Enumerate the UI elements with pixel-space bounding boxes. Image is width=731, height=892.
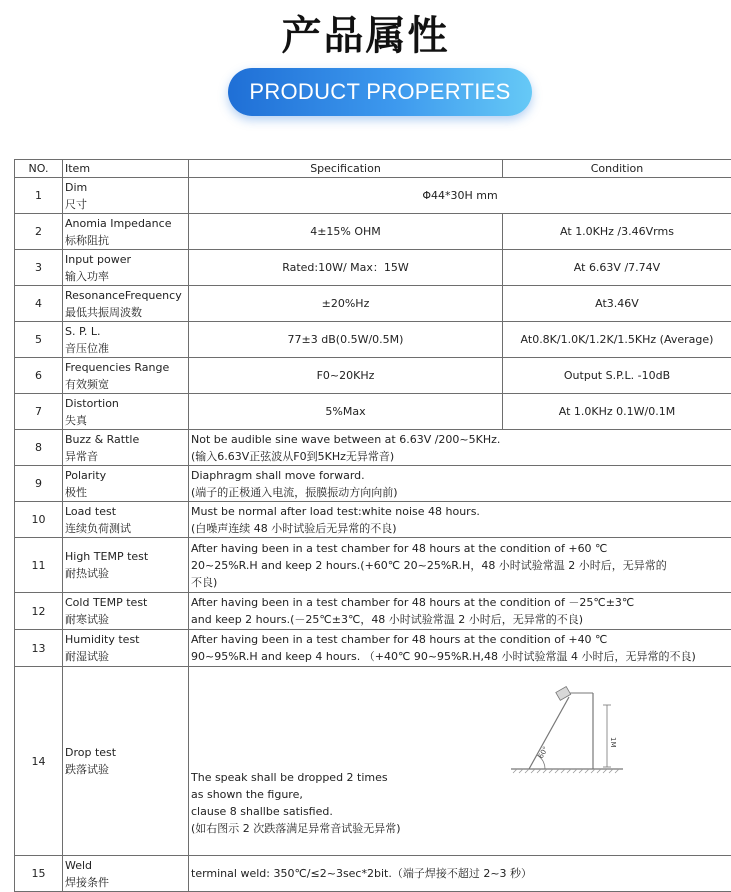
row-number: 9 (15, 466, 63, 502)
drop-test-figure (507, 683, 627, 779)
item-cell (63, 538, 189, 593)
item-cell (63, 214, 189, 250)
item-name-cn: 耐寒试验 (65, 613, 109, 626)
spec-line: Diaphragm shall move forward. (191, 468, 365, 482)
spec-line: terminal weld: 350℃/≤2~3sec*2bit.（端子焊接不超过 2~3 秒） (191, 867, 533, 880)
item-name-en: Humidity test (65, 633, 140, 646)
spec-value: Φ44*30H mm (189, 178, 731, 214)
item-name-en: ResonanceFrequency (65, 288, 182, 302)
item-cell (63, 466, 189, 502)
spec-line: 90~95%R.H and keep 4 hours. （+40℃ 90~95%R.H,48 小时试验常温 4 小时后，无异常的不良) (191, 650, 696, 663)
drop-test-text (191, 769, 401, 837)
item-name-en: Load test (65, 504, 117, 518)
row-number: 3 (15, 250, 63, 286)
item-name-en: Polarity (65, 468, 107, 482)
item-name-en: Cold TEMP test (65, 596, 148, 609)
row-number: 14 (15, 667, 63, 856)
table-row (15, 430, 731, 466)
item-name-cn: 焊接条件 (65, 875, 109, 889)
row-number: 12 (15, 593, 63, 630)
row-number: 1 (15, 178, 63, 214)
table-header-row (15, 160, 731, 178)
spec-line: After having been in a test chamber for 48 hours at the condition of +40 ℃ (191, 633, 608, 646)
item-name-en: High TEMP test (65, 550, 149, 563)
condition-value: At 1.0KHz /3.46Vrms (503, 214, 731, 250)
item-name-en: Drop test (65, 746, 117, 759)
section-banner: PRODUCT PROPERTIES (228, 68, 532, 116)
spec-value: 77±3 dB(0.5W/0.5M) (189, 322, 503, 358)
table-row (15, 322, 731, 358)
spec-value: 4±15% OHM (189, 214, 503, 250)
item-cell (63, 430, 189, 466)
column-header-condition: Condition (503, 160, 731, 178)
row-number: 4 (15, 286, 63, 322)
item-name-cn: 耐热试验 (65, 567, 109, 580)
column-header-no: NO. (15, 160, 63, 178)
item-cell (63, 178, 189, 214)
spec-value: ±20%Hz (189, 286, 503, 322)
drop-test-content (191, 667, 729, 855)
item-name-en: Input power (65, 252, 131, 266)
spec-line: as shown the figure, (191, 788, 303, 801)
spec-line: Must be normal after load test:white noise 48 hours. (191, 504, 480, 518)
spec-line: and keep 2 hours.(－25℃±3℃，48 小时试验常温 2 小时后，无异常的不良) (191, 613, 584, 626)
table-row (15, 394, 731, 430)
table-row (15, 593, 731, 630)
spec-line: The speak shall be dropped 2 times (191, 771, 388, 784)
spec-text (189, 430, 731, 466)
item-cell (63, 593, 189, 630)
spec-text (189, 856, 731, 892)
item-name-en: S. P. L. (65, 324, 101, 338)
spec-line: clause 8 shallbe satisfied. (191, 805, 333, 818)
angle-label: 60° (536, 745, 550, 760)
row-number: 5 (15, 322, 63, 358)
condition-value: Output S.P.L. -10dB (503, 358, 731, 394)
item-name-cn: 尺寸 (65, 197, 87, 211)
item-name-cn: 有效频宽 (65, 377, 109, 391)
spec-line: After having been in a test chamber for 48 hours at the condition of +60 ℃ (191, 541, 608, 555)
condition-value: At 1.0KHz 0.1W/0.1M (503, 394, 731, 430)
item-name-en: Weld (65, 858, 93, 872)
row-number: 15 (15, 856, 63, 892)
item-name-cn: 最低共振周波数 (65, 305, 142, 319)
table-row (15, 538, 731, 593)
spec-line: (输入6.63V正弦波从F0到5KHz无异常音) (191, 449, 395, 463)
spec-line: (白噪声连续 48 小时试验后无异常的不良) (191, 521, 397, 535)
item-name-cn: 极性 (65, 485, 87, 499)
item-cell (63, 630, 189, 667)
table-row (15, 502, 731, 538)
item-name-cn: 音压位准 (65, 341, 109, 355)
column-header-item: Item (63, 160, 189, 178)
item-name-cn: 耐湿试验 (65, 650, 109, 663)
spec-line: (端子的正极通入电流，振膜振动方向向前) (191, 485, 398, 499)
row-number: 6 (15, 358, 63, 394)
table-row (15, 286, 731, 322)
item-name-en: Anomia Impedance (65, 216, 172, 230)
item-name-en: Buzz & Rattle (65, 432, 140, 446)
table-row (15, 856, 731, 892)
table-row (15, 630, 731, 667)
page-title: 产品属性 (281, 13, 450, 59)
item-name-cn: 失真 (65, 413, 87, 427)
table-row (15, 178, 731, 214)
spec-text (189, 466, 731, 502)
item-cell (63, 322, 189, 358)
spec-text (189, 502, 731, 538)
spec-line: (如右图示 2 次跌落满足异常音试验无异常) (191, 822, 401, 835)
table-row (15, 214, 731, 250)
spec-line: 20~25%R.H and keep 2 hours.(+60℃ 20~25%R.H，48 小时试验常温 2 小时后，无异常的 (191, 558, 667, 572)
row-number: 2 (15, 214, 63, 250)
spec-line: After having been in a test chamber for 48 hours at the condition of －25℃±3℃ (191, 596, 635, 609)
row-number: 13 (15, 630, 63, 667)
row-number: 11 (15, 538, 63, 593)
item-name-cn: 异常音 (65, 449, 98, 463)
condition-value: At3.46V (503, 286, 731, 322)
column-header-specification: Specification (189, 160, 503, 178)
item-name-cn: 连续负荷测试 (65, 521, 131, 535)
spec-text (189, 667, 731, 856)
item-name-en: Dim (65, 180, 88, 194)
table-row (15, 358, 731, 394)
item-name-en: Distortion (65, 396, 119, 410)
spec-line: Not be audible sine wave between at 6.63V /200~5KHz. (191, 432, 501, 446)
spec-text (189, 538, 731, 593)
row-number: 7 (15, 394, 63, 430)
spec-value: F0~20KHz (189, 358, 503, 394)
properties-table (14, 159, 731, 892)
item-cell (63, 286, 189, 322)
spec-line: 不良) (191, 575, 218, 589)
item-name-cn: 标称阻抗 (65, 233, 109, 247)
table-row (15, 667, 731, 856)
item-cell (63, 394, 189, 430)
slope-line (529, 697, 569, 769)
table-row (15, 250, 731, 286)
item-cell (63, 667, 189, 856)
item-cell (63, 358, 189, 394)
item-name-en: Frequencies Range (65, 360, 170, 374)
spec-value: 5%Max (189, 394, 503, 430)
row-number: 8 (15, 430, 63, 466)
condition-value: At0.8K/1.0K/1.2K/1.5KHz (Average) (503, 322, 731, 358)
item-name-cn: 跌落试验 (65, 763, 109, 776)
height-label: 1M (609, 737, 617, 748)
spec-text (189, 630, 731, 667)
item-cell (63, 250, 189, 286)
item-cell (63, 856, 189, 892)
item-name-cn: 输入功率 (65, 269, 109, 283)
spec-text (189, 593, 731, 630)
item-cell (63, 502, 189, 538)
condition-value: At 6.63V /7.74V (503, 250, 731, 286)
spec-value: Rated:10W/ Max：15W (189, 250, 503, 286)
table-row (15, 466, 731, 502)
row-number: 10 (15, 502, 63, 538)
